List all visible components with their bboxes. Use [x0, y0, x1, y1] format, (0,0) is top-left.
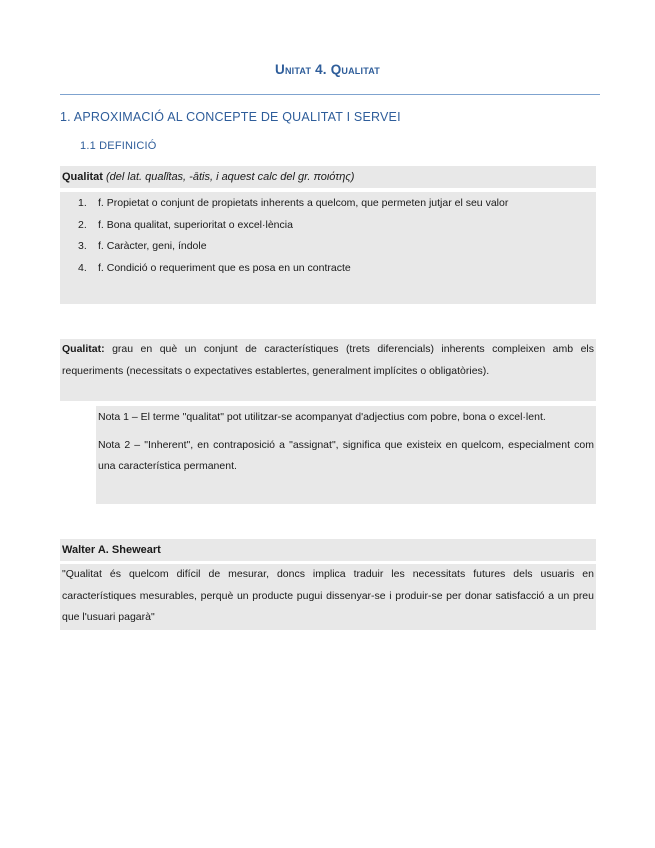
list-item-number: 4.: [78, 261, 87, 274]
title-divider: [60, 94, 600, 95]
list-item-number: 3.: [78, 240, 87, 252]
list-item-text: f. Caràcter, geni, índole: [98, 240, 207, 252]
iso-definition-text: grau en què un conjunt de característiques (trets diferencials) inherents compleixen amb els requeriments (necessitats o expectatives establertes, generalment implícites o obligatòries).: [62, 343, 594, 377]
list-item: [78, 215, 592, 237]
list-item: [78, 258, 592, 280]
iso-definition: [60, 339, 596, 401]
list-item-text: f. Bona qualitat, superioritat o excel·lència: [98, 218, 293, 231]
note-2: Nota 2 – "Inherent", en contraposició a "assignat", significa que existeix en quelcom, especialment com una característica permanent.: [98, 438, 594, 472]
quote-text: "Qualitat és quelcom difícil de mesurar, doncs implica traduir les necessitats futures dels usuaris en característiques mesurables, perquè un producte pugui dissenyar-se i produir-se per donar satisfacció a un preu que l'usuari pagarà": [60, 564, 596, 630]
note-1: Nota 1 – El terme "qualitat" pot utilitzar-se acompanyat d'adjectius com pobre, bona o excel·lent.: [98, 411, 546, 423]
subsection-heading: 1.1 DEFINICIÓ: [80, 140, 157, 152]
notes-block: [96, 406, 596, 504]
list-item: [78, 236, 592, 258]
section-heading: 1. APROXIMACIÓ AL CONCEPTE DE QUALITAT I SERVEI: [60, 110, 401, 124]
list-item-text: f. Condició o requeriment que es posa en un contracte: [98, 261, 351, 274]
list-item-number: 1.: [78, 197, 87, 209]
list-item-number: 2.: [78, 218, 87, 231]
iso-definition-term: Qualitat:: [62, 343, 105, 355]
definition-list: [60, 192, 596, 304]
definition-term: Qualitat: [62, 171, 103, 183]
definition-etymology: (del lat. qualĭtas, -ātis, i aquest calc del gr. ποιότης): [106, 171, 355, 183]
quote-author: Walter A. Sheweart: [60, 539, 596, 561]
page-title: Unitat 4. Qualitat: [275, 62, 380, 77]
definition-header: [60, 166, 596, 188]
list-item-text: f. Propietat o conjunt de propietats inherents a quelcom, que permeten jutjar el seu valor: [98, 197, 509, 209]
list-item: [78, 193, 592, 215]
